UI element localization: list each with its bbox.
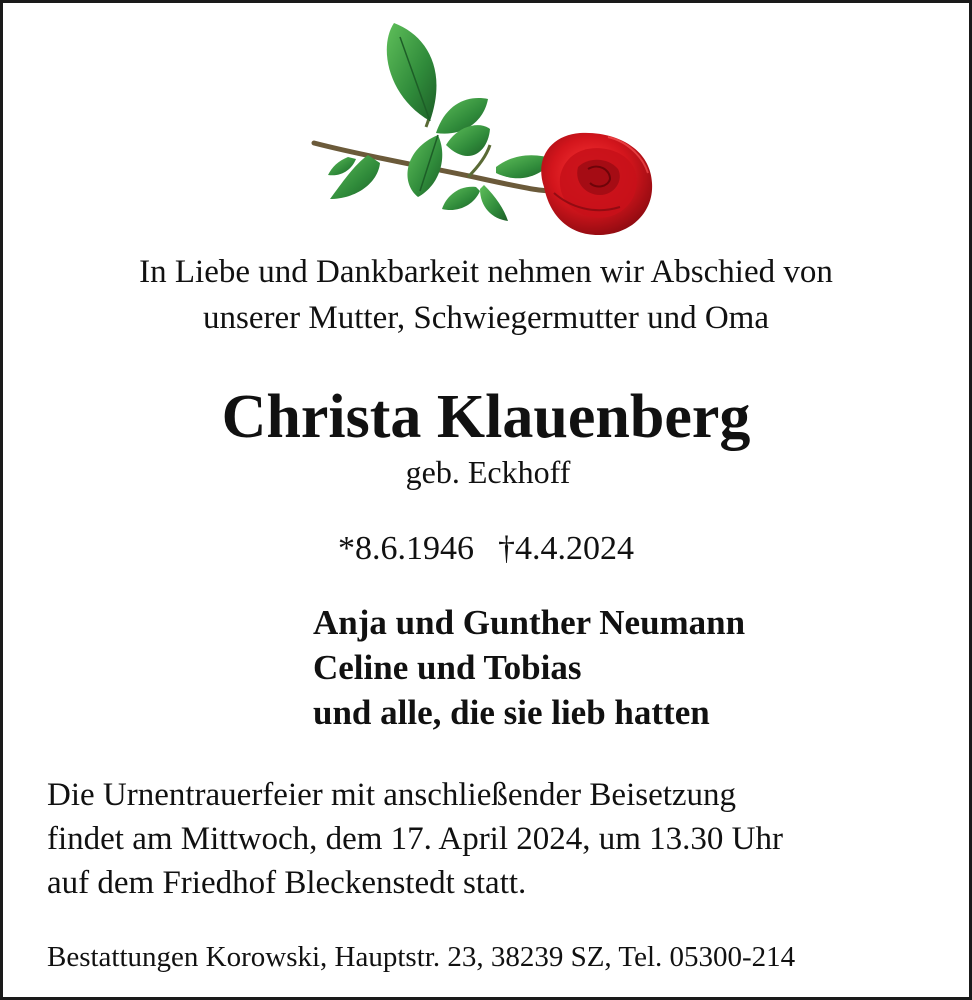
death-date: †4.4.2024 [498,530,634,567]
intro-line: In Liebe und Dankbarkeit nehmen wir Abschied von [139,254,833,290]
deceased-name: Christa Klauenberg [221,383,751,451]
funeral-home-contact: Bestattungen Korowski, Hauptstr. 23, 38239 SZ, Tel. 05300-214 [47,941,796,973]
ceremony-info [47,773,783,905]
birth-date: *8.6.1946 [338,530,474,567]
birth-name: geb. Eckhoff [405,454,571,490]
mourners-list [313,600,745,735]
rose-icon [308,17,658,239]
ceremony-line: auf dem Friedhof Bleckenstedt statt. [47,865,527,901]
ceremony-line: Die Urnentrauerfeier mit anschließender Beisetzung [47,777,737,813]
ceremony-line: findet am Mittwoch, dem 17. April 2024, um 13.30 Uhr [47,821,784,857]
intro-line: unserer Mutter, Schwiegermutter und Oma [203,300,769,336]
mourner-line: Anja und Gunther Neumann [313,603,746,642]
mourner-line: und alle, die sie lieb hatten [313,693,710,732]
intro-text [3,249,969,341]
life-dates [3,527,969,571]
mourner-line: Celine und Tobias [313,648,582,687]
